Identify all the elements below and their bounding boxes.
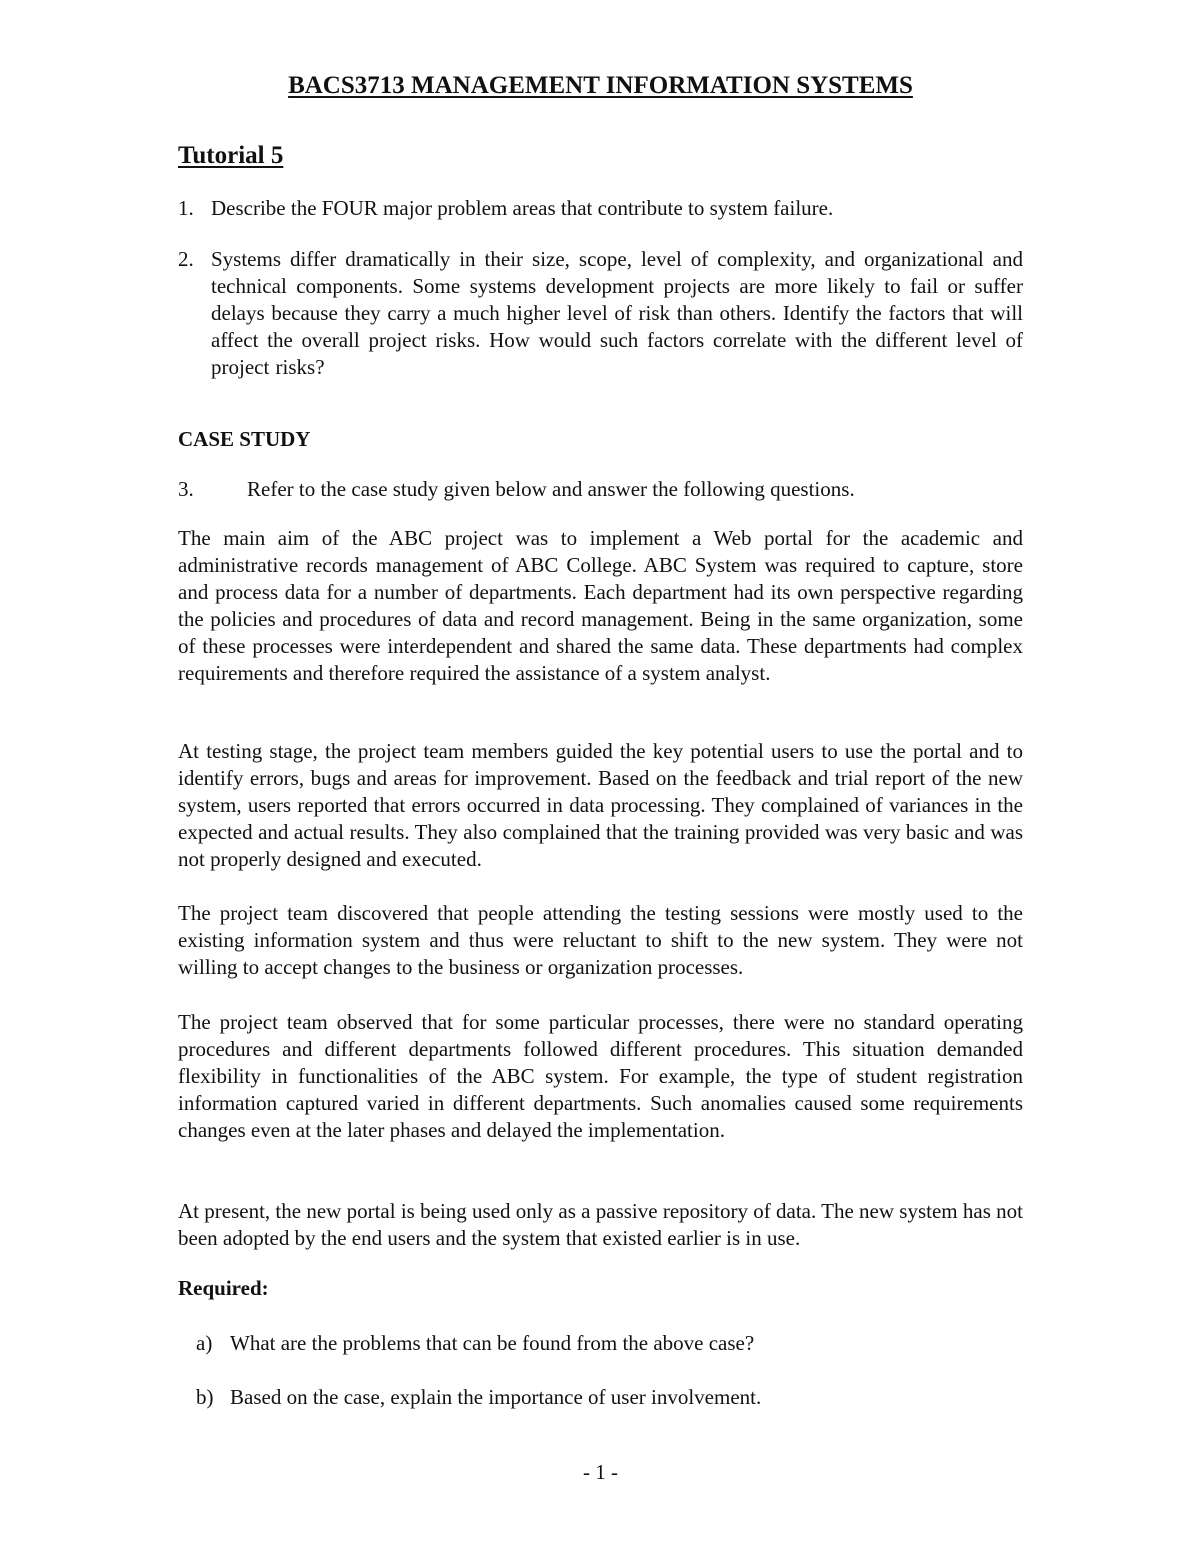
document-page [178,0,1023,1553]
case-paragraph: At testing stage, the project team members guided the key potential users to use the portal and to identify errors, bugs and areas for improvement. Based on the feedback and trial report of the new system, users reported that errors occurred in data processing. They complained of variances in the expected and actual results. They also complained that the training provided was very basic and was not properly designed and executed. [178,739,1023,871]
page-number: - 1 - [583,1460,618,1484]
required-item-label: b) [196,1385,214,1409]
question-number: 3. [178,477,194,501]
required-item-label: a) [196,1331,213,1355]
question-number: 2. [178,247,194,271]
question-number: 1. [178,196,194,220]
case-study-heading: CASE STUDY [178,427,311,451]
required-item-text: What are the problems that can be found from the above case? [230,1331,755,1355]
question-text: Systems differ dramatically in their size, scope, level of complexity, and organizational and technical components. Some systems development projects are more likely to fail or suffer delays because they carry a much higher level of risk than others. Identify the factors that will affect the overall project risks. How would such factors correlate with the different level of project risks? [211,247,1023,379]
case-paragraph: The project team discovered that people attending the testing sessions were mostly used to the existing information system and thus were reluctant to shift to the new system. They were not willing to accept changes to the business or organization processes. [178,901,1023,979]
document-title: BACS3713 MANAGEMENT INFORMATION SYSTEMS [288,72,913,99]
required-item-a [196,1330,1023,1357]
case-paragraph: The project team observed that for some particular processes, there were no standard operating procedures and different departments followed different procedures. This situation demanded flexibility in functionalities of the ABC system. For example, the type of student registration information captured varied in different departments. Such anomalies caused some requirements changes even at the later phases and delayed the implementation. [178,1010,1023,1142]
required-item-text: Based on the case, explain the importance of user involvement. [230,1385,762,1409]
case-paragraph: At present, the new portal is being used only as a passive repository of data. The new system has not been adopted by the end users and the system that existed earlier is in use. [178,1199,1023,1250]
question-2 [178,246,1023,381]
question-text: Describe the FOUR major problem areas that contribute to system failure. [211,196,834,220]
tutorial-heading: Tutorial 5 [178,142,284,169]
required-heading: Required: [178,1276,269,1300]
question-1 [178,195,1023,222]
required-item-b [196,1384,1023,1411]
question-text: Refer to the case study given below and answer the following questions. [247,477,855,501]
case-paragraph: The main aim of the ABC project was to implement a Web portal for the academic and administrative records management of ABC College. ABC System was required to capture, store and process data for a number of departments. Each department had its own perspective regarding the policies and procedures of data and record management. Being in the same organization, some of these processes were interdependent and shared the same data. These departments had complex requirements and therefore required the assistance of a system analyst. [178,526,1023,685]
question-3 [178,476,1023,503]
